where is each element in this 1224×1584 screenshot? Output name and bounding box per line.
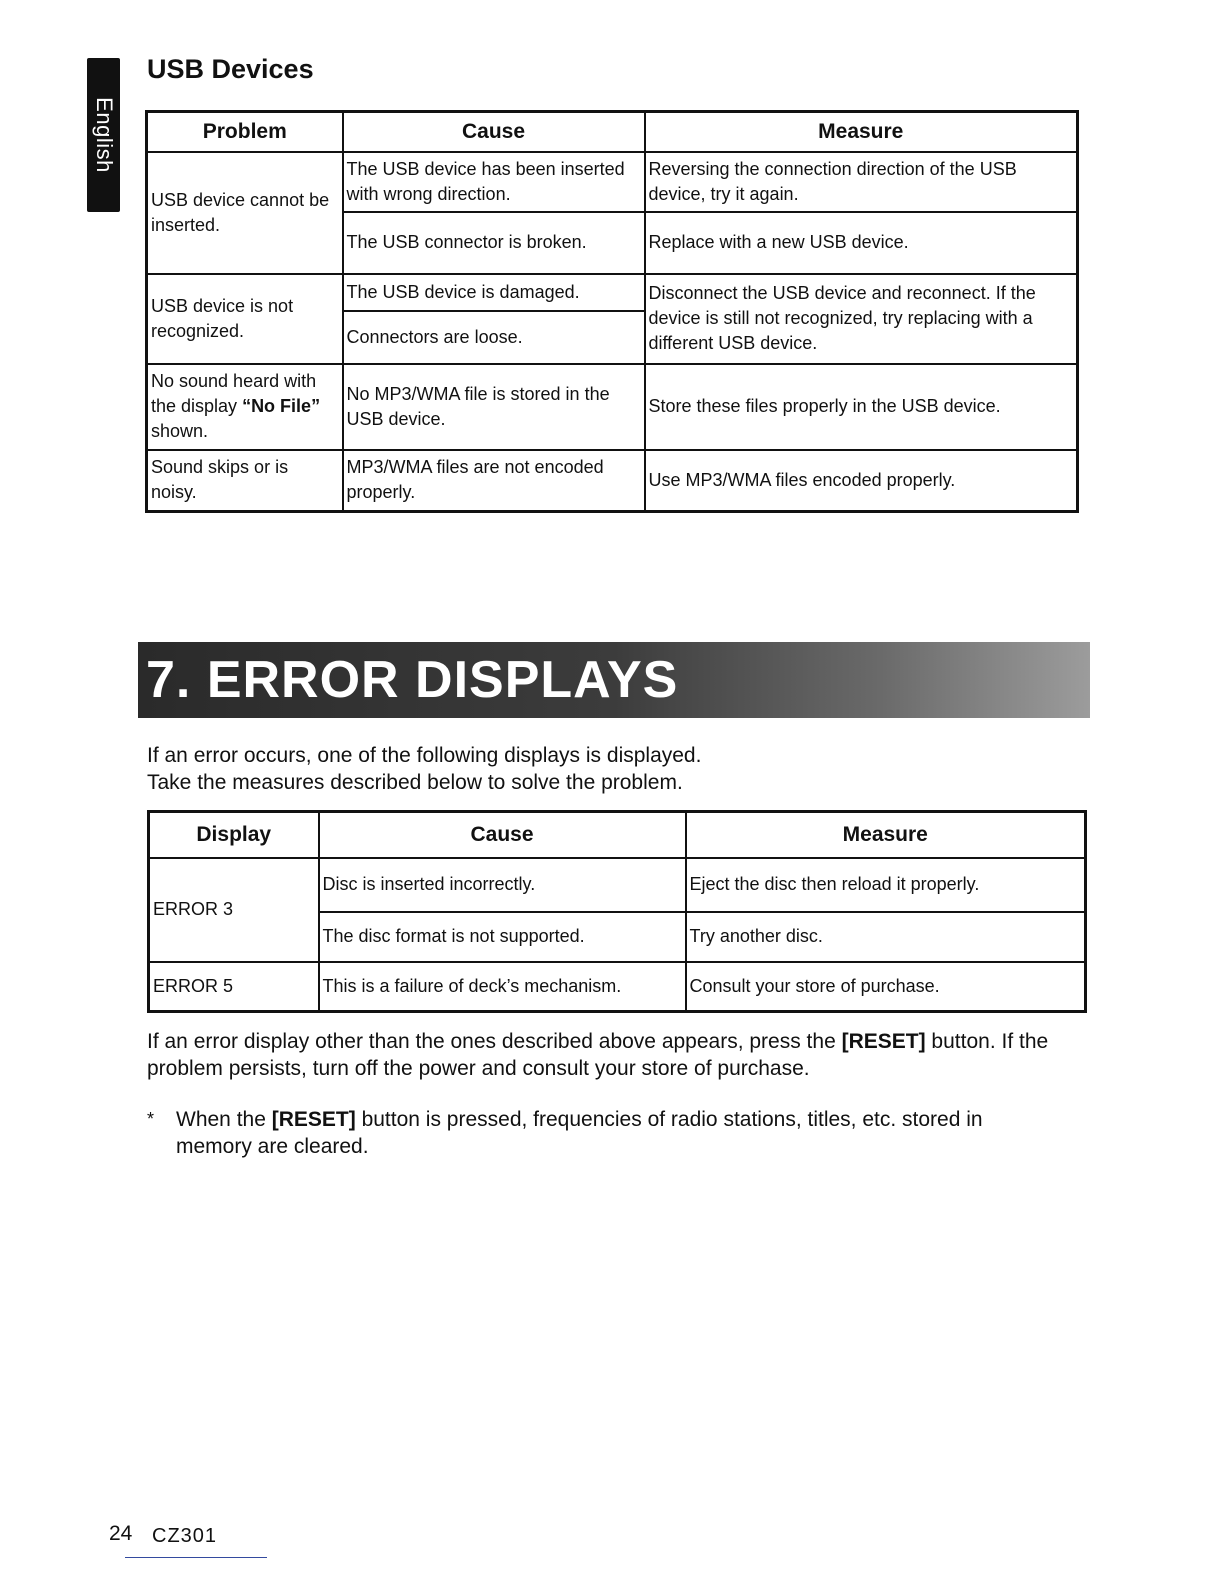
reset-button-label: [RESET] — [841, 1030, 926, 1053]
cause-cell: The USB connector is broken. — [343, 212, 645, 274]
cause-cell: No MP3/WMA file is stored in the USB device. — [343, 364, 645, 450]
problem-cell — [147, 364, 343, 450]
paragraph-text: If an error display other than the ones described above appears, press the — [147, 1030, 842, 1053]
reset-button-label: [RESET] — [271, 1108, 356, 1131]
reset-note — [147, 1106, 1047, 1160]
error-displays-banner — [138, 642, 1090, 718]
measure-cell: Try another disc. — [686, 912, 1086, 962]
cause-cell: The disc format is not supported. — [319, 912, 686, 962]
note-text-part: button is pressed, frequencies of radio stations, titles, etc. stored in memory are cleared. — [176, 1108, 983, 1158]
table-row — [147, 274, 1078, 311]
problem-cell: USB device cannot be inserted. — [147, 152, 343, 274]
note-text — [147, 1106, 1047, 1160]
footer-rule — [125, 1557, 267, 1558]
model-name: CZ301 — [152, 1525, 218, 1547]
problem-text: shown. — [151, 421, 209, 441]
display-cell: ERROR 5 — [149, 962, 319, 1012]
table-row — [149, 962, 1086, 1012]
table-row — [147, 152, 1078, 212]
header-display: Display — [149, 812, 319, 858]
page-number: 24 — [109, 1522, 133, 1545]
language-tab — [87, 58, 120, 212]
usb-devices-title: USB Devices — [147, 54, 314, 84]
problem-text: No sound heard with the display — [151, 371, 317, 416]
note-asterisk: * — [147, 1109, 155, 1129]
no-file-display-text: “No File” — [242, 396, 321, 416]
error-displays-heading: 7. ERROR DISPLAYS — [146, 651, 679, 709]
table-row — [147, 450, 1078, 512]
other-error-paragraph — [147, 1028, 1067, 1082]
measure-cell: Reversing the connection direction of the USB device, try it again. — [645, 152, 1078, 212]
header-cause: Cause — [343, 112, 645, 152]
table-row — [147, 364, 1078, 450]
header-cause: Cause — [319, 812, 686, 858]
header-measure: Measure — [686, 812, 1086, 858]
problem-cell: Sound skips or is noisy. — [147, 450, 343, 512]
table-header-row — [149, 812, 1086, 858]
header-measure: Measure — [645, 112, 1078, 152]
cause-cell: The USB device has been inserted with wrong direction. — [343, 152, 645, 212]
paragraph-text: button. If the problem persists, turn off the power and consult your store of purchase. — [147, 1030, 1049, 1080]
cause-cell: This is a failure of deck’s mechanism. — [319, 962, 686, 1012]
measure-cell: Replace with a new USB device. — [645, 212, 1078, 274]
measure-cell: Consult your store of purchase. — [686, 962, 1086, 1012]
usb-troubleshooting-table — [145, 110, 1079, 513]
language-tab-label: English — [91, 97, 117, 173]
cause-cell: MP3/WMA files are not encoded properly. — [343, 450, 645, 512]
note-text-part: When the — [176, 1108, 272, 1131]
intro-line-1: If an error occurs, one of the following displays is displayed. — [147, 744, 702, 767]
measure-cell: Use MP3/WMA files encoded properly. — [645, 450, 1078, 512]
measure-cell: Eject the disc then reload it properly. — [686, 858, 1086, 912]
cause-cell: The USB device is damaged. — [343, 274, 645, 311]
intro-line-2: Take the measures described below to solve the problem. — [147, 771, 683, 794]
problem-cell: USB device is not recognized. — [147, 274, 343, 364]
table-header-row — [147, 112, 1078, 152]
error-display-table — [147, 810, 1087, 1013]
display-cell: ERROR 3 — [149, 858, 319, 962]
table-row — [149, 858, 1086, 912]
header-problem: Problem — [147, 112, 343, 152]
cause-cell: Connectors are loose. — [343, 311, 645, 364]
cause-cell: Disc is inserted incorrectly. — [319, 858, 686, 912]
measure-cell: Store these files properly in the USB device. — [645, 364, 1078, 450]
measure-cell: Disconnect the USB device and reconnect. If the device is still not recognized, try replacing with a different USB device. — [645, 274, 1078, 364]
